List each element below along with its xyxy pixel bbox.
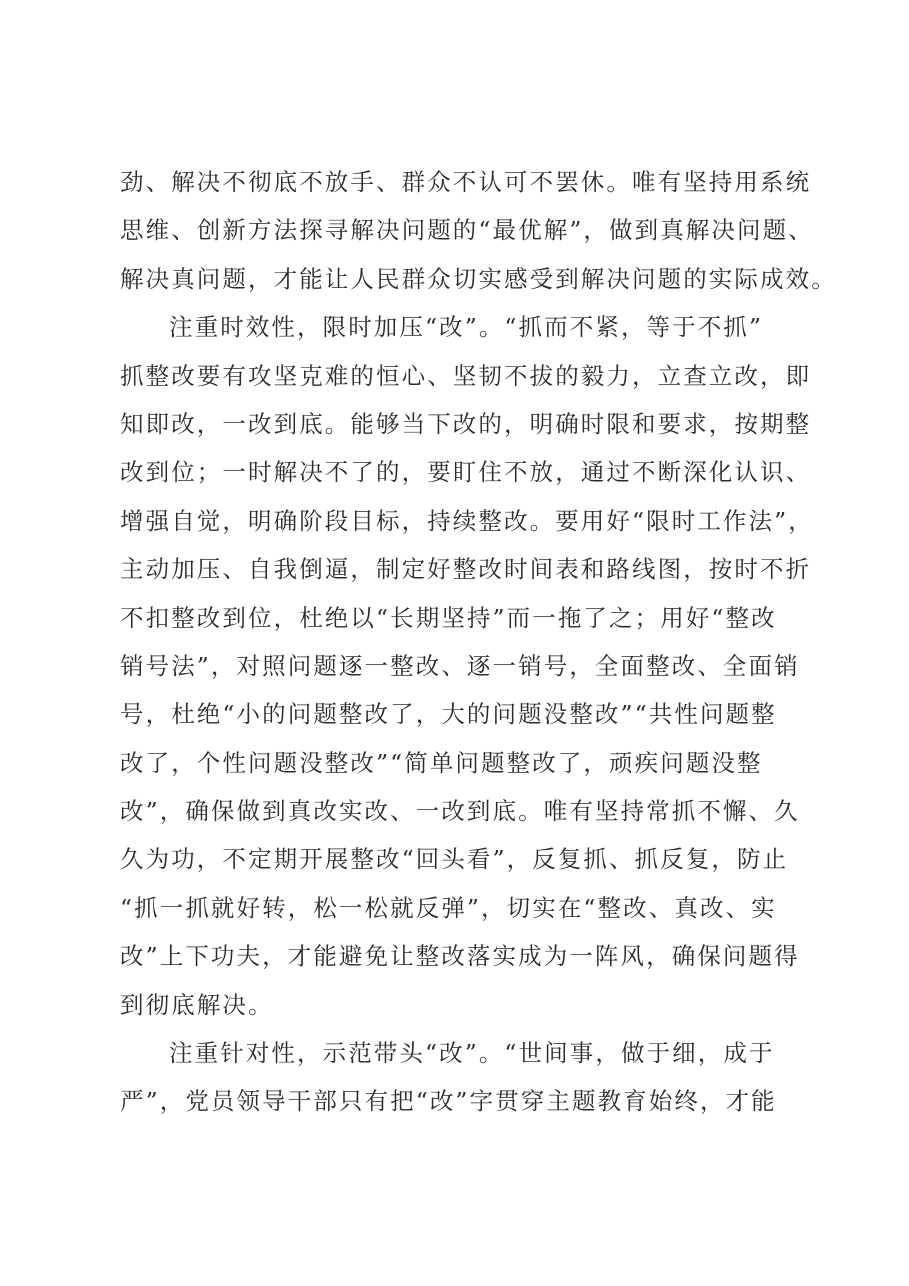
text-line: 到彻底解决。 [120, 990, 274, 1019]
body-text [120, 158, 837, 1126]
text-line: 改”上下功夫，才能避免让整改落实成为一阵风，确保问题得 [120, 942, 800, 971]
text-line: 抓整改要有攻坚克难的恒心、坚韧不拔的毅力，立查立改，即 [120, 361, 812, 390]
paragraph-start-line: 注重时效性，限时加压“改”。“抓而不紧，等于不抓” [169, 313, 764, 342]
paragraph-start-line: 注重针对性，示范带头“改”。“世间事，做于细，成于 [169, 1039, 775, 1068]
text-line: 久为功，不定期开展整改“回头看”，反复抓、抓反复，防止 [120, 845, 789, 874]
text-line: 不扣整改到位，杜绝以“长期坚持”而一拖了之；用好“整改 [120, 603, 777, 632]
text-line: 主动加压、自我倒逼，制定好整改时间表和路线图，按时不折 [120, 555, 812, 584]
text-line: “抓一抓就好转，松一松就反弹”，切实在“整改、真改、实 [120, 893, 777, 922]
text-line: 增强自觉，明确阶段目标，持续整改。要用好“限时工作法”， [120, 506, 814, 535]
text-line: 改了，个性问题没整改”“简单问题整改了，顽疾问题没整 [120, 748, 763, 777]
text-line: 销号法”，对照问题逐一整改、逐一销号，全面整改、全面销 [120, 651, 800, 680]
text-line: 号，杜绝“小的问题整改了，大的问题没整改”“共性问题整 [120, 700, 777, 729]
text-line: 严”，党员领导干部只有把“改”字贯穿主题教育始终，才能 [120, 1087, 777, 1116]
text-line: 思维、创新方法探寻解决问题的“最优解”，做到真解决问题、 [120, 216, 814, 245]
text-line: 解决真问题，才能让人民群众切实感受到解决问题的实际成效。 [120, 264, 837, 293]
text-line: 改”，确保做到真改实改、一改到底。唯有坚持常抓不懈、久 [120, 797, 800, 826]
text-line: 改到位；一时解决不了的，要盯住不放，通过不断深化认识、 [120, 458, 812, 487]
text-line: 劲、解决不彻底不放手、群众不认可不罢休。唯有坚持用系统 [120, 168, 812, 196]
text-line: 知即改，一改到底。能够当下改的，明确时限和要求，按期整 [120, 409, 812, 438]
